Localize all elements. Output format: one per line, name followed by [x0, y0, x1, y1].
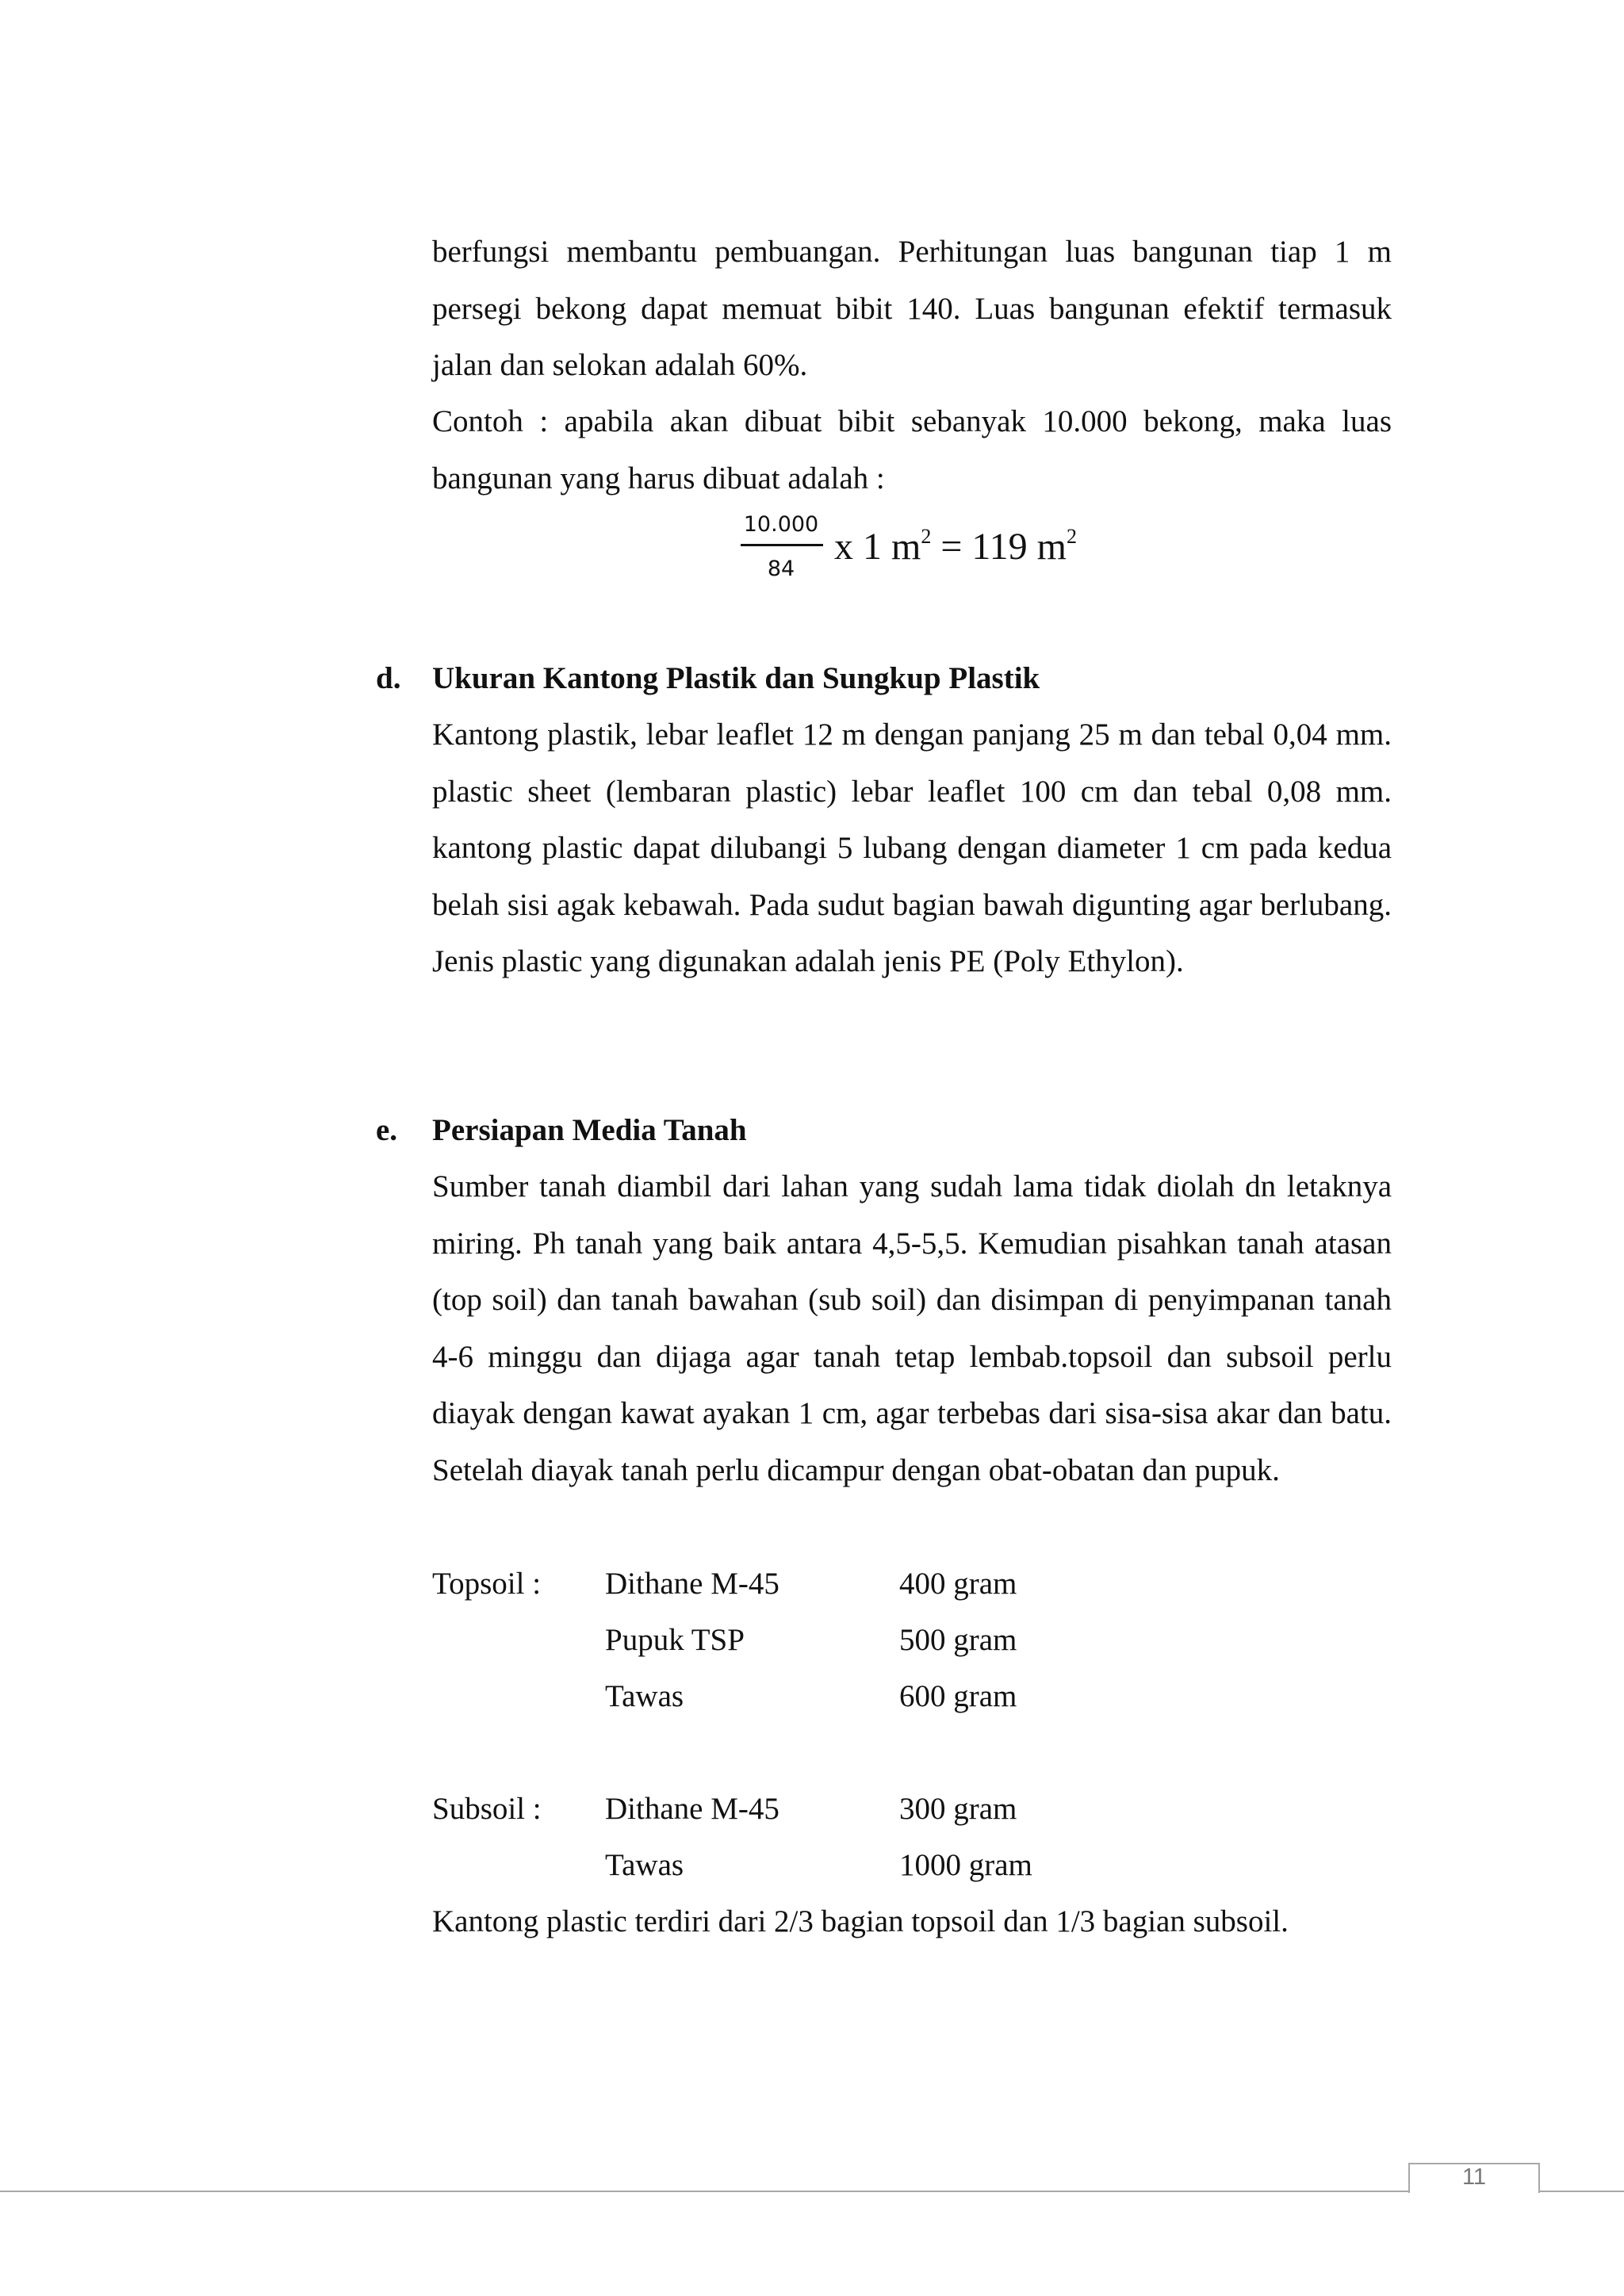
topsoil-item-name: Tawas: [605, 1679, 684, 1713]
subsoil-item-amount: 300 gram: [899, 1792, 1017, 1826]
topsoil-item-amount: 600 gram: [899, 1679, 1017, 1713]
closing-sentence: Kantong plastic terdiri dari 2/3 bagian topsoil dan 1/3 bagian subsoil.: [432, 1904, 1289, 1938]
formula-equals: = 119 m: [931, 526, 1067, 568]
intro-paragraph: berfungsi membantu pembuangan. Perhitungan luas bangunan tiap 1 m persegi bekong dapat memuat bibit 140. Luas bangunan efektif termasuk jalan dan selokan adalah 60%.: [432, 235, 1392, 382]
topsoil-item-amount: 500 gram: [899, 1623, 1017, 1657]
footer-rule: [0, 2191, 1624, 2192]
section-d-label: d.: [376, 661, 401, 695]
subsoil-item-name: Tawas: [605, 1848, 684, 1882]
topsoil-item-name: Pupuk TSP: [605, 1623, 745, 1657]
section-e-label: e.: [376, 1113, 398, 1147]
section-e-body: Sumber tanah diambil dari lahan yang sudah lama tidak diolah dn letaknya miring. Ph tanah yang baik antara 4,5-5,5. Kemudian pisahkan tanah atasan (top soil) dan tanah bawahan (sub soil) dan disimpan di penyimpanan tanah 4-6 minggu dan dijaga agar tanah tetap lembab.topsoil dan subsoil perlu diayak dengan kawat ayakan 1 cm, agar terbebas dari sisa-sisa akar dan batu. Setelah diayak tanah perlu dicampur dengan obat-obatan dan pupuk.: [432, 1169, 1392, 1487]
subsoil-item-amount: 1000 gram: [899, 1848, 1032, 1882]
subsoil-item-name: Dithane M-45: [605, 1792, 779, 1826]
section-d-body: Kantong plastik, lebar leaflet 12 m dengan panjang 25 m dan tebal 0,04 mm. plastic sheet (lembaran plastic) lebar leaflet 100 cm dan tebal 0,08 mm. kantong plastic dapat dilubangi 5 lubang dengan diameter 1 cm pada kedua belah sisi agak kebawah. Pada sudut bagian bawah digunting agar berlubang. Jenis plastic yang digunakan adalah jenis PE (Poly Ethylon).: [432, 718, 1392, 978]
fraction-denominator: 84: [767, 557, 795, 581]
fraction-bar: [741, 544, 823, 546]
section-e-heading: [376, 1102, 747, 1159]
topsoil-item-amount: 400 gram: [899, 1567, 1017, 1601]
formula-exponent-1: 2: [921, 525, 932, 548]
subsoil-label: Subsoil :: [432, 1792, 542, 1826]
formula-exponent-2: 2: [1066, 525, 1077, 548]
topsoil-label: Topsoil :: [432, 1567, 542, 1601]
section-d-heading: [376, 650, 1040, 707]
page-number: 11: [1461, 2164, 1487, 2190]
section-d-title: Ukuran Kantong Plastik dan Sungkup Plastik: [432, 661, 1040, 695]
formula-result: [834, 525, 1077, 568]
topsoil-item-name: Dithane M-45: [605, 1567, 779, 1601]
example-paragraph: Contoh : apabila akan dibuat bibit sebanyak 10.000 bekong, maka luas bangunan yang harus dibuat adalah :: [432, 404, 1392, 496]
formula-times: x 1 m: [834, 526, 921, 568]
fraction-numerator: 10.000: [743, 512, 819, 537]
section-e-title: Persiapan Media Tanah: [432, 1113, 747, 1147]
